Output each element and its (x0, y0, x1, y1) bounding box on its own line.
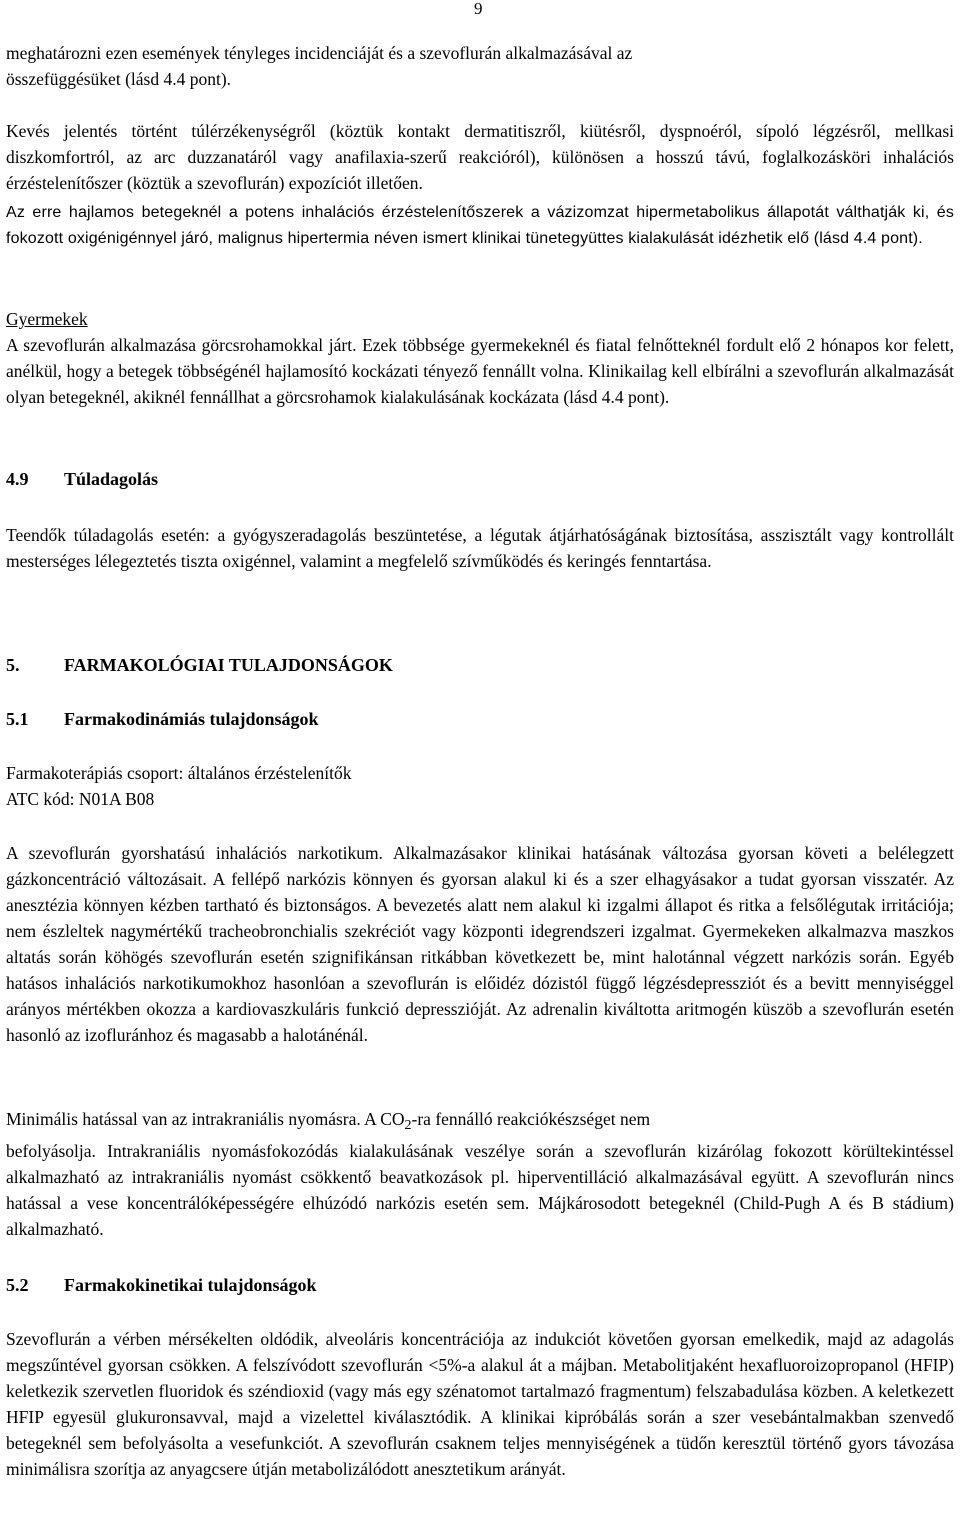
pharmacotherapeutic-group: Farmakoterápiás csoport: általános érzéstelenítők (6, 763, 352, 783)
pharmacodynamics-paragraph: A szevoflurán gyorshatású inhalációs narkotikum. Alkalmazásakor klinikai hatásának változása gyorsan követi a belélegzett gázkoncentráció változásait. A fellépő narkózis könnyen és gyorsan alakul ki és a szer elhagyásakor a tudat gyorsan visszatér. Az anesztézia könnyen kézben tartható és biztonságos. A bevezetés alatt nem alakul ki izgalmi állapot és ritka a felsőlégutak irritációja; nem észleltek nagymértékű tracheobronchialis szekréciót vagy központi idegrendszeri izgalmat. Gyermekeken alkalmazva maszkos altatás során köhögés szevoflurán esetén szignifikánsan ritkábban következett be, mint halotánnal végzett narkózis során. Egyéb hatásos inhalációs narkotikumokhoz hasonlóan a szevoflurán is előidéz dózistól függő légzésdepressziót és a bevitt mennyiséggel arányos mértékben okozza a kardiovaszkuláris funkció depresszióját. Az adrenalin kiváltotta aritmogén küszöb a szevoflurán esetén hasonló az izofluránhoz és magasabb a halotánénál. (6, 843, 954, 1045)
malignant-hyperthermia-paragraph: Az erre hajlamos betegeknél a potens inhalációs érzéstelenítőszerek a vázizomzat hipermetabolikus állapotát válthatják ki, és fokozott oxigénigénnyel járó, malignus hipertermia néven ismert klinikai tünetegyüttes kialakulását idézhetik elő (lásd 4.4 pont). (6, 204, 954, 247)
children-paragraph: A szevoflurán alkalmazása görcsrohamokkal járt. Ezek többsége gyermekeknél és fiatal felnőtteknél fordult elő 2 hónapos kor felett, anélkül, hogy a betegek többségénél hajlamosító kockázati tényező fennállt volna. Klinikailag kell elbírálni a szevoflurán alkalmazását olyan betegeknél, akiknél fennállhat a görcsrohamok kialakulásának kockázata (lásd 4.4 pont). (6, 335, 954, 407)
co2-subscript: 2 (404, 1118, 412, 1133)
intro-line: összefüggésüket (lásd 4.4 pont). (6, 69, 232, 89)
icp-text: Minimális hatással van az intrakraniális nyomásra. A CO (6, 1109, 405, 1129)
section-heading-5-1 (6, 706, 954, 732)
section-number: 5.2 (6, 1275, 29, 1295)
section-title: Farmakokinetikai tulajdonságok (64, 1275, 317, 1295)
section-title: Túladagolás (64, 469, 159, 489)
section-number: 5. (6, 655, 20, 675)
atc-code: ATC kód: N01A B08 (6, 789, 155, 809)
pharmacokinetics-paragraph: Szevoflurán a vérben mérsékelten oldódik, alveoláris koncentrációja az indukciót követően gyorsan emelkedik, majd az adagolás megszűntével gyorsan csökken. A felszívódott szevoflurán <5%-a alakul át a májban. Metabolitjaként hexafluoroizopropanol (HFIP) keletkezik szervetlen fluoridok és széndioxid (vagy más egy szénatomot tartalmazó fragmentum) felszabadulása közben. A keletkezett HFIP egyesül glukuronsavval, majd a vizelettel kiválasztódik. A klinikai kipróbálás során a szer vesebántalmakban szenvedő betegeknél sem befolyásolta a vesefunkciót. A szevoflurán csaknem teljes mennyiségének a tüdőn keresztül történő gyors távozása minimálisra szorítja az anyagcsere útján metabolizálódott anesztetikum arányát. (6, 1329, 954, 1479)
page-number: 9 (474, 0, 483, 18)
icp-paragraph: befolyásolja. Intrakraniális nyomásfokozódás kialakulásának veszélye során a szevoflurán kizárólag fokozott körültekintéssel alkalmazható az intrakraniális nyomást csökkentő beavatkozások pl. hiperventilláció alkalmazásával együtt. A szevoflurán nincs hatással a vese koncentrálóképességére elhúzódó narkózis esetén sem. Májkárosodott betegeknél (Child-Pugh A és B stádium) alkalmazható. (6, 1141, 954, 1239)
section-title: Farmakodinámiás tulajdonságok (64, 709, 319, 729)
section-title: FARMAKOLÓGIAI TULAJDONSÁGOK (64, 655, 393, 675)
icp-first-line (6, 1106, 954, 1139)
overdose-paragraph: Teendők túladagolás esetén: a gyógyszeradagolás beszüntetése, a légutak átjárhatóságának biztosítása, asszisztált vagy kontrollált mesterséges lélegeztetés tiszta oxigénnel, valamint a megfelelő szívműködés és keringés fenntartása. (6, 525, 954, 571)
children-heading: Gyermekek (6, 309, 88, 329)
section-heading-4-9 (6, 466, 954, 492)
hypersensitivity-paragraph: Kevés jelentés történt túlérzékenységről (köztük kontakt dermatitiszről, kiütésről, dyspnoéról, sípoló légzésről, mellkasi diszkomfortról, az arc duzzanatáról vagy anafilaxia-szerű reakcióról), különösen a hosszú távú, foglalkozásköri inhalációs érzéstelenítőszer (köztük a szevoflurán) expozíciót illetően. (6, 121, 954, 193)
icp-text: -ra fennálló reakciókészséget nem (411, 1109, 651, 1129)
section-number: 5.1 (6, 709, 29, 729)
section-number: 4.9 (6, 469, 29, 489)
section-heading-5 (6, 652, 954, 678)
intro-line: meghatározni ezen események tényleges incidenciáját és a szevoflurán alkalmazásával az (6, 43, 633, 63)
intro-paragraph (6, 40, 954, 92)
section-heading-5-2 (6, 1272, 954, 1298)
